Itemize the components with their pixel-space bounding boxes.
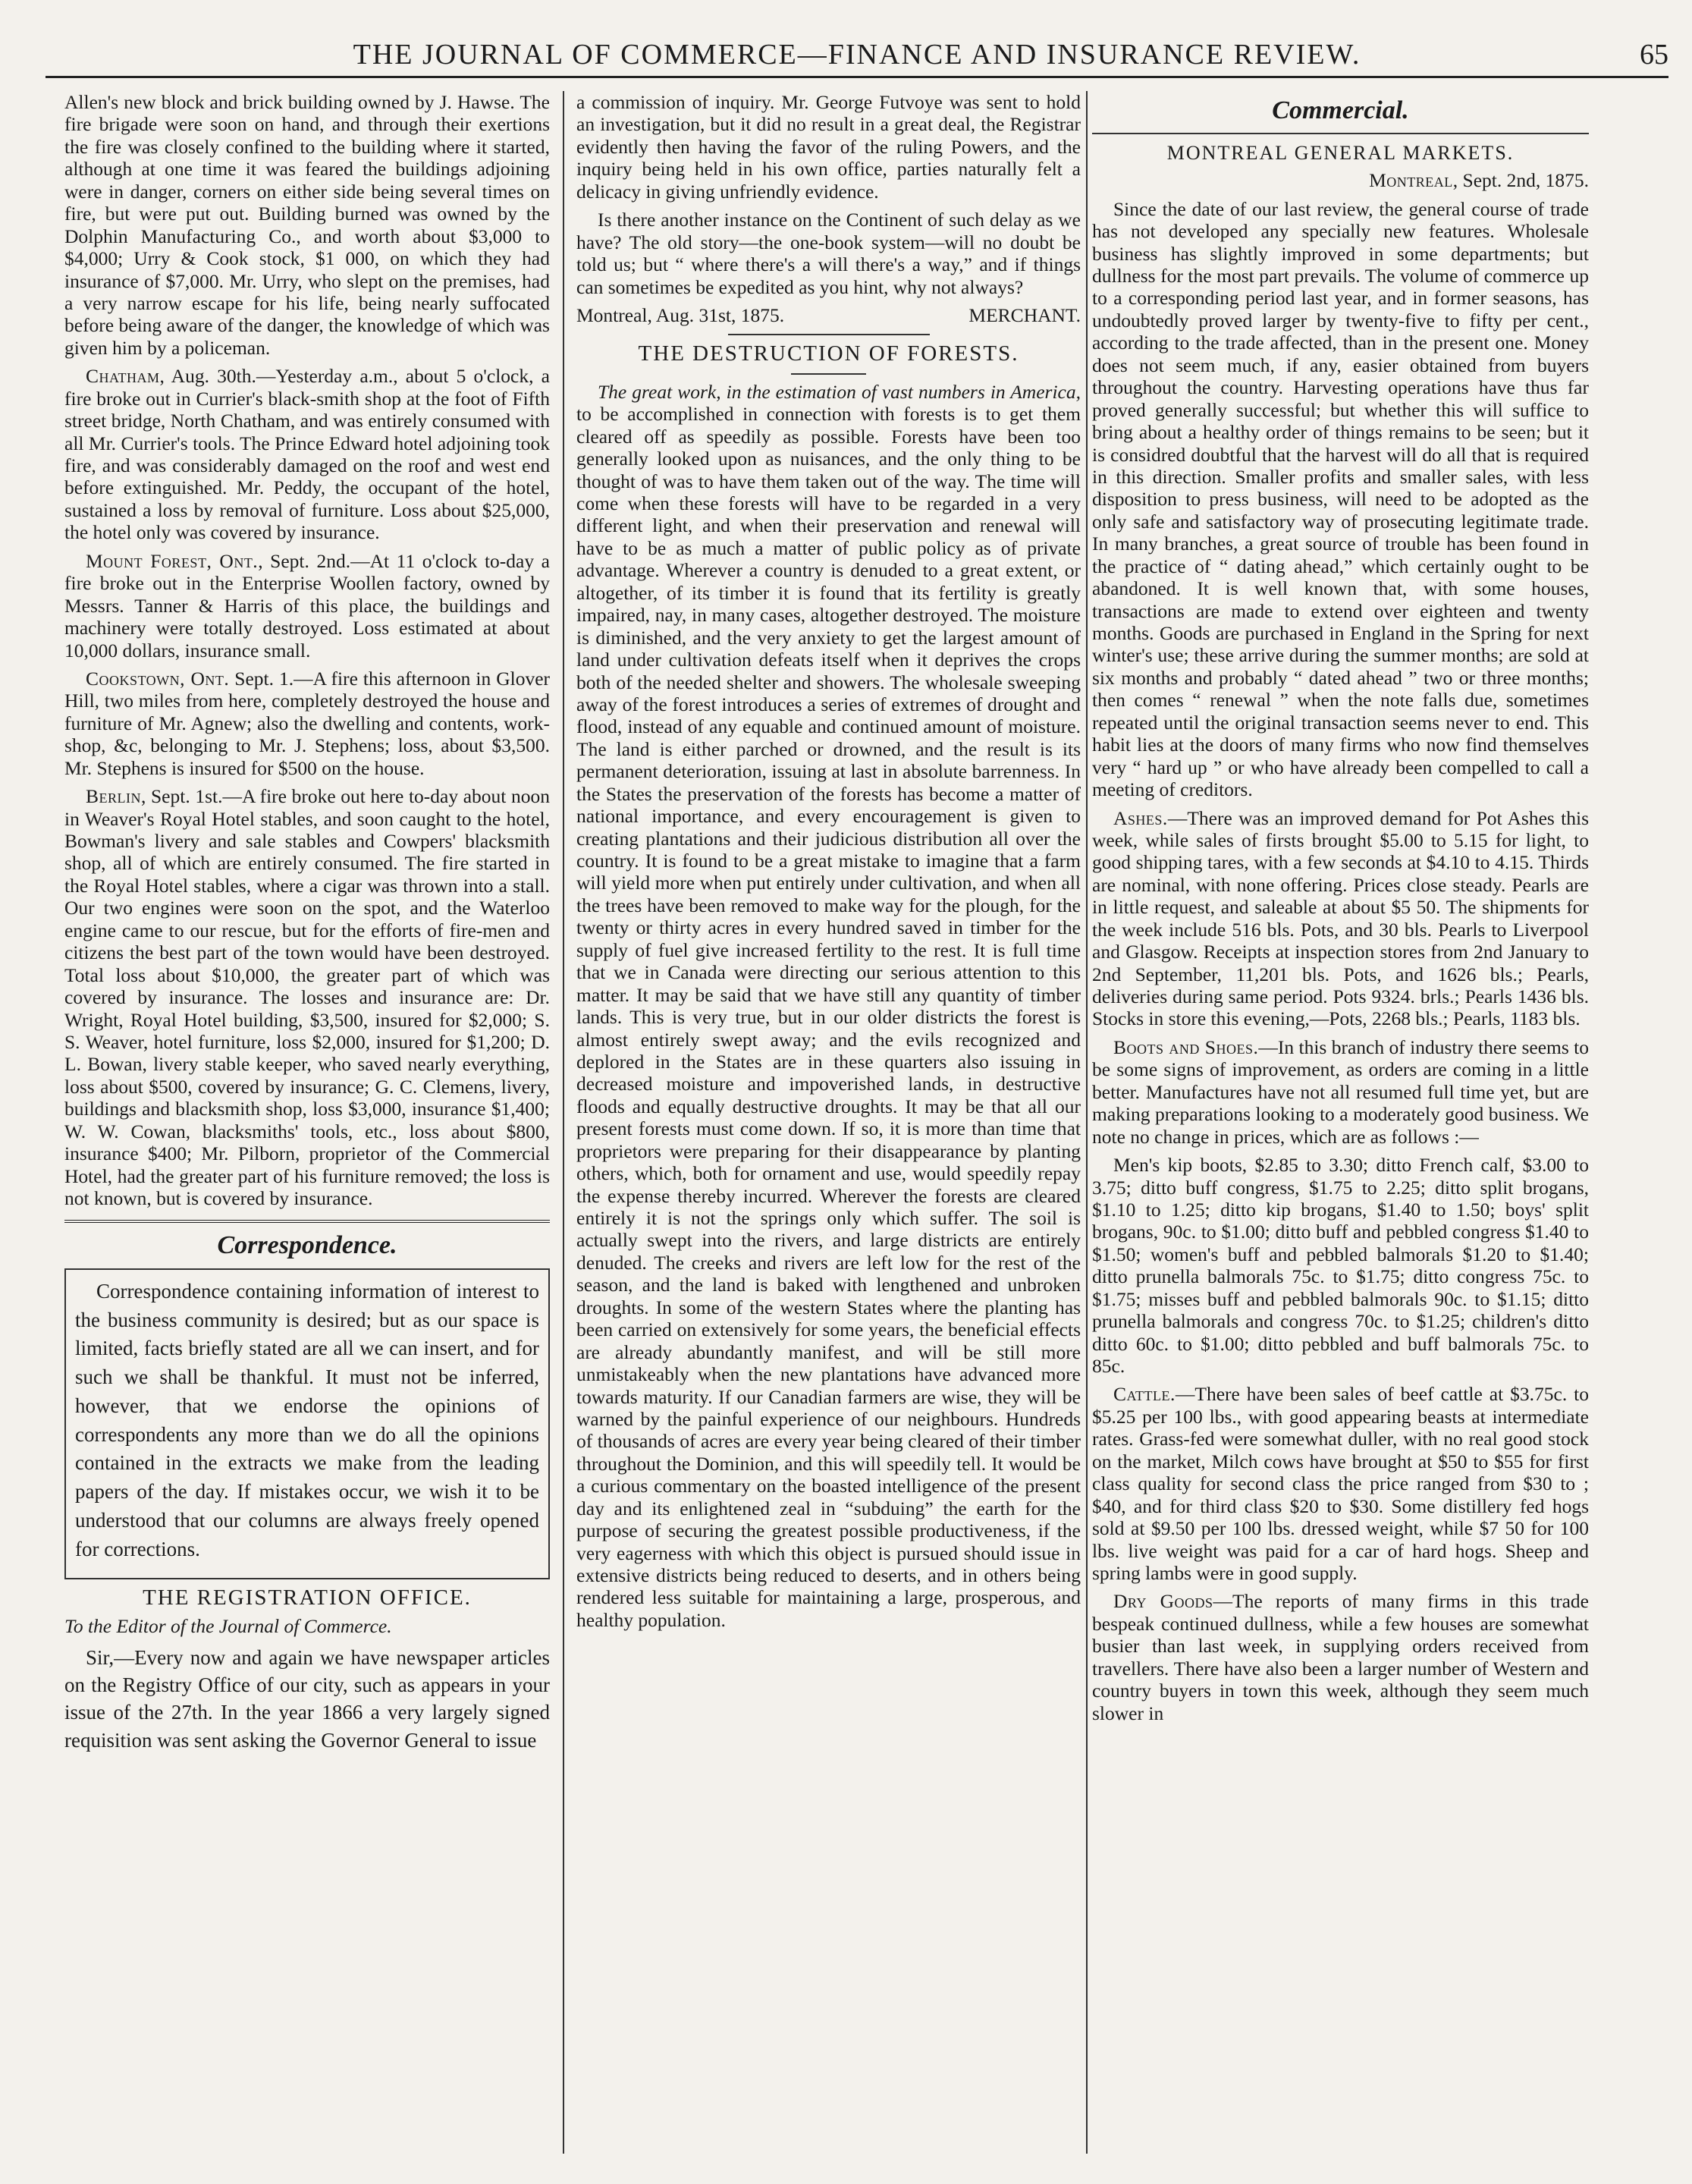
place-name: Berlin <box>86 785 141 808</box>
forests-intro: The great work, in the estimation of vast numbers in America, <box>598 380 1081 403</box>
dry-goods-report <box>1092 1590 1589 1724</box>
forests-heading: THE DESTRUCTION OF FORESTS. <box>638 341 1019 366</box>
report-text: , Sept. 2nd.—At 11 o'clock to-day a fire broke out in the Enterprise Woollen factory, owned by Messrs. Tanner & Harris of this place, the buildings and machinery were totally destroyed. Loss estimated at about 10,000 dollars, insurance small. <box>64 549 550 661</box>
registration-letter-continued: a commission of inquiry. Mr. George Futvoye was sent to hold an investigation, but it did no result in a great deal, the Registrar evidently then having the favor of the ruling Powers, and the inquiry being held in his own office, parties naturally felt a delicacy in giving unfriendly evidence. <box>576 91 1081 203</box>
boots-report <box>1092 1036 1589 1148</box>
fire-report-cookstown <box>64 668 550 779</box>
place-name: Mount Forest, Ont. <box>86 549 259 572</box>
fire-report-berlin <box>64 785 550 1209</box>
page-number: 65 <box>1640 39 1668 71</box>
column-3 <box>1092 91 1589 2154</box>
ashes-report <box>1092 807 1589 1030</box>
section-rule <box>1092 133 1589 134</box>
cattle-label: Cattle. <box>1113 1383 1176 1406</box>
correspondence-notice <box>64 1268 550 1579</box>
column-1 <box>64 91 550 2154</box>
signoff-name: MERCHANT. <box>968 303 1081 326</box>
report-text: Sept. 1.—A fire this afternoon in Glover Hill, two miles from here, completely destroyed the house and furniture of Mr. Agnew; also the dwelling and contents, work-shop, &c, belonging to Mr. J. Stephens; loss, about $3,500. Mr. Stephens is insured for $500 on the house. <box>64 667 550 779</box>
column-divider-2 <box>1086 91 1088 2154</box>
forests-article <box>576 381 1081 1632</box>
ashes-label: Ashes. <box>1113 806 1168 829</box>
boots-label: Boots and Shoes. <box>1113 1035 1259 1058</box>
report-text: , Sept. 1st.—A fire broke out here to-day about noon in Weaver's Royal Hotel stables, and soon caught to the hotel, Bowman's livery and sale stables and Cowpers' blacksmith shop, all of which are entirely consumed. The fire started in the Royal Hotel stables, where a cigar was thrown into a stall. Our two engines were soon on the spot, and the Waterloo engine came to our rescue, but for the efforts of fire-men and citizens the best part of the town would have been destroyed. Total loss about $10,000, the greater part of which was covered by insurance. The losses and insurance are: Dr. Wright, Royal Hotel building, $3,500, insured for $2,000; S. S. Weaver, hotel furniture, loss $2,000, insured for $1,200; D. L. Bowan, livery stable keeper, who saved nearly everything, loss about $500, covered by insurance; G. C. Clemens, livery, buildings and blacksmith shop, loss $3,000, insurance $1,400; W. W. Cowan, blacksmiths' tools, etc., loss about $800, insurance $400; Mr. Pilborn, proprietor of the Commercial Hotel, had the greater part of his furniture removed; the loss is not known, but is covered by insurance. <box>64 785 550 1209</box>
boots-text: —In this branch of industry there seems to be some signs of improvement, as orders are coming in a little better. Manufactures have not all resumed full time yet, but are making preparations looking to a moderately good business. We note no change in prices, which are as follows :— <box>1092 1035 1589 1148</box>
dry-goods-text: —The reports of many firms in this trade bespeak continued dullness, while a few houses are somewhat busier than last week, in supplying orders received from travellers. There have also been a larger number of Western and country buyers in town this week, although they seem much slower in <box>1092 1590 1589 1724</box>
article-rule-short <box>791 373 867 375</box>
column-divider-1 <box>563 91 564 2154</box>
markets-review: Since the date of our last review, the general course of trade has not developed any specially new features. Wholesale business has slightly improved in some departments; but dullness for the most part prevails. The volume of commerce up to a corresponding period last year, and in former seasons, has undoubtedly proved larger by twenty-five to fifty per cent., according to the trade affected, than in the present one. Money does not seem much, if any, easier obtained from buyers throughout the country. Harvesting operations have thus far proved generally successful; but whether this will suffice to bring about a healthy order of things remains to be seen; but it is considred doubtful that the harvest will do all that is required in this direction. Smaller profits and smaller sales, with less disposition to press business, will need to be adopted as the only safe and satisfactory way of prosecuting legitimate trade. In many branches, a great source of trouble has been found in the practice of “ dating ahead,” which certainly ought to be abandoned. It is well known that, with some houses, transactions are made to extend over eighteen and twenty months. Goods are purchased in England in the Spring for next winter's use; these arrive during the summer months; are sold at six months and probably “ dated ahead ” two or three months; then comes “ renewal ” when the note falls due, sometimes repeated until the original transaction seems never to end. This habit lies at the doors of many firms who now find themselves very “ hard up ” or who have already been compelled to call a meeting of creditors. <box>1092 197 1589 801</box>
dry-goods-label: Dry Goods <box>1113 1590 1213 1613</box>
ashes-text: —There was an improved demand for Pot Ashes this week, while sales of firsts brought $5.00 to 5.15 for light, to good shipping tares, with a few seconds at $4.10 to 4.15. Thirds are nominal, with none offering. Prices close steady. Pearls are in little request, and saleable at about $5 50. The shipments for the week include 516 bls. Pots, and 30 bls. Pearls to Liverpool and Glasgow. Receipts at inspection stores from 2nd January to 2nd September, 11,201 bls. Pots, and 1626 bls.; Pearls, deliveries during same period. Pots 9324. brls.; Pearls 1436 bls. Stocks in store this evening,—Pots, 2268 bls.; Pearls, 1183 bls. <box>1092 806 1589 1030</box>
dateline-date: , Sept. 2nd, 1875. <box>1452 169 1589 192</box>
article-rule <box>728 334 930 335</box>
registration-letter-question: Is there another instance on the Continent of such delay as we have? The old story—the one-book system—will no doubt be told us; but “ where there's a will there's a way,” and if things can sometimes be expedited as you hint, why not always? <box>576 209 1081 298</box>
place-name: Chatham <box>86 365 160 388</box>
correspondence-note: Correspondence containing information of interest to the business community is desired; but as our space is limited, facts briefly stated are all we can insert, and for such we shall be thankful. It must not be inferred, however, that we endorse the opinions of correspondents any more than we do all the opinions contained in the extracts we make from the leading papers of the day. If mistakes occur, we wish it to be understood that our columns are always freely opened for corrections. <box>75 1279 539 1560</box>
column-2 <box>576 91 1081 2154</box>
commercial-heading: Commercial. <box>1272 96 1409 124</box>
correspondence-heading: Correspondence. <box>217 1231 397 1260</box>
cattle-report <box>1092 1383 1589 1584</box>
place-name: Cookstown, Ont. <box>86 667 230 690</box>
cattle-text: —There have been sales of beef cattle at $3.75c. to $5.25 per 100 lbs., with good appearing beasts at intermediate rates. Grass-fed were somewhat duller, with no real good stock on the market, Milch cows have brought at $50 to $55 for first class quality for second class the price ranged from $30 to ; $40, and for third class $20 to $30. Some distillery fed hogs sold at $9.50 per 100 lbs. dressed weight, while $7 50 for 100 lbs. live weight was paid for a car of hard hogs. Sheep and spring lambs were in good supply. <box>1092 1383 1589 1584</box>
markets-dateline <box>1092 169 1589 191</box>
dateline-place: Montreal <box>1369 169 1453 192</box>
forests-body: to be accomplished in connection with forests is to get them cleared off as speedily as possible. Forests have been too generally looked upon as nuisances, and the only thing to be thought of was to have them taken out of the way. The time will come when these forests will have to be regarded in a very different light, and when their preservation and renewal will have to be as much a matter of public policy as of private advantage. Wherever a country is denuded to a great extent, or altogether, of its timber it is found that its fertility is greatly impaired, nay, in many cases, altogether destroyed. The moisture is diminished, and the very anxiety to get the largest amount of land under cultivation defeats itself when it deprives the crops both of the needed shelter and showers. The wholesale sweeping away of the forest introduces a series of extremes of drought and flood, instead of any equable and continued amount of moisture. The land is either parched or drowned, and the result is its permanent deterioration, issuing at last in absolute barrenness. In the States the preservation of the forests has become a matter of national importance, and every encouragement is given to creating plantations and their judicious distribution all over the country. It is found to be a great mistake to imagine that a farm will yield more when put entirely under cultivation, and when all the trees have been removed to make way for the plough, for the twenty or thirty acres in every hundred saved in timber for the supply of fuel give increased fertility to the rest. It is full time that we in Canada were directing our serious attention to this matter. It may be said that we have still any quantity of timber lands. This is very true, but in our older districts the forest is almost entirely swept away; and the evils recognized and deplored in the States are in these quarters also issuing in decreased moisture and impoverished lands, in destructive floods and equally destructive droughts. It may be that all our present forests must come down. If so, it is more than time that proprietors were preparing for their disappearance by planting others, which, both for ornament and use, would speedily repay the expense thereby incurred. Wherever the forests are cleared entirely it is not the springs only which suffer. The soil is actually swept into the rivers, and large districts are entirely denuded. The creeks and rivers are left low for the rest of the season, and the land is baked with lengthened and unbroken droughts. In some of the western States where the planting has been carried on extensively for some years, the beneficial effects are already abundantly manifest, and will be still more unmistakeably when the new plantations have advanced more towards maturity. If our Canadian farmers are wise, they will be warned by the painful experience of our neighbours. Hundreds of thousands of acres are every year being cleared of their timber throughout the Dominion, and this will speedily tell. It would be a curious commentary on the boasted intelligence of the present day and its enlightened zeal in “subduing” the earth for the purpose of securing the greatest possible productiveness, if the very eagerness with which this object is pursued should issue in extensive districts being reduced to deserts, and in others being rendered less suitable for maintaining a large, prosperous, and healthy population. <box>576 403 1081 1631</box>
fire-report-mount-forest <box>64 550 550 661</box>
registration-salutation: To the Editor of the Journal of Commerce. <box>64 1615 392 1638</box>
registration-office-heading: THE REGISTRATION OFFICE. <box>143 1585 472 1610</box>
journal-title: THE JOURNAL OF COMMERCE—FINANCE AND INSURANCE REVIEW. <box>353 39 1361 71</box>
markets-heading: MONTREAL GENERAL MARKETS. <box>1166 142 1515 165</box>
letter-signoff <box>576 304 1081 326</box>
fire-report-hawse: Allen's new block and brick building owned by J. Hawse. The fire brigade were soon on hand, and through their exertions the fire was closely confined to the building where it started, although at one time it was feared the buildings adjoining were in danger, corners on either side being several times on fire, but were put out. Building burned was owned by the Dolphin Manufacturing Co., and worth about $3,000 to $4,000; Urry & Cook stock, $1 000, on which they had insurance of $7,000. Mr. Urry, who slept on the premises, had a very narrow escape for his life, being nearly suffocated before being aware of the danger, the knowledge of which was given him by a policeman. <box>64 91 550 359</box>
page-header <box>46 30 1668 78</box>
registration-letter: Sir,—Every now and again we have newspaper articles on the Registry Office of our city, such as appears in your issue of the 27th. In the year 1866 a very largely signed requisition was sent asking the Governor General to issue <box>64 1645 550 1752</box>
fire-report-chatham <box>64 365 550 544</box>
signoff-place: Montreal, Aug. 31st, 1875. <box>576 303 785 326</box>
section-rule <box>64 1220 550 1223</box>
boots-prices: Men's kip boots, $2.85 to 3.30; ditto French calf, $3.00 to 3.75; ditto buff congress, $1.75 to 2.25; ditto split brogans, $1.10 to 1.25; ditto kip brogans, $1.40 to 1.50; boys' split brogans, 90c. to $1.00; ditto buff and pebbled congress $1.40 to $1.50; women's buff and pebbled balmorals $1.20 to $1.40; ditto prunella balmorals 75c. to $1.75; ditto congress 75c. to $1.75; misses buff and pebbled balmorals 90c. to $1.15; ditto prunella balmorals and congress 70c. to $1.25; children's ditto ditto 60c. to $1.00; ditto pebbled and buff balmorals 75c. to 85c. <box>1092 1154 1589 1378</box>
report-text: , Aug. 30th.—Yesterday a.m., about 5 o'clock, a fire broke out in Currier's black-smith shop at the foot of Fifth street bridge, North Chatham, and was entirely consumed with all Mr. Currier's tools. The Prince Edward hotel adjoining took fire, and was considerably damaged on the roof and west end before extinguished. Mr. Peddy, the occupant of the hotel, sustained a loss by removal of furniture. Loss about $25,000, the hotel only was covered by insurance. <box>64 365 550 544</box>
